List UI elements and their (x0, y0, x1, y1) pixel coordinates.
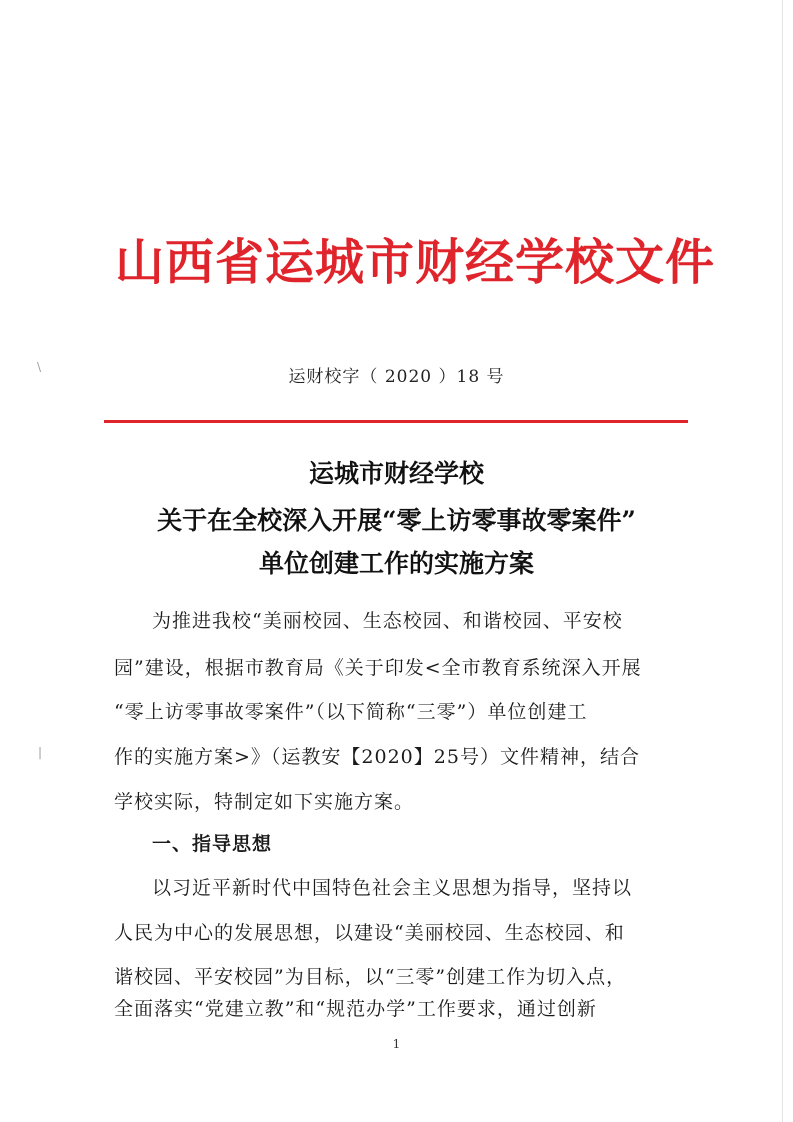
intro-paragraph-line: “零上访零事故零案件”（以下简称“三零”）单位创建工 (114, 701, 588, 723)
scan-artifact-mark: | (38, 745, 43, 759)
intro-paragraph-line: 园”建设，根据市教育局《关于印发<全市教育系统深入开展 (114, 657, 642, 679)
document-masthead: 山西省运城市财经学校文件 (115, 233, 716, 291)
document-title-line-2: 关于在全校深入开展“零上访零事故零案件” (157, 506, 636, 535)
section-paragraph-line: 人民为中心的发展思想，以建设“美丽校园、生态校园、和 (114, 922, 625, 944)
section-heading-guiding-ideology: 一、指导思想 (152, 833, 273, 855)
section-paragraph-line: 以习近平新时代中国特色社会主义思想为指导，坚持以 (152, 877, 633, 899)
page-number: 1 (392, 1037, 401, 1051)
document-title-line-1: 运城市财经学校 (308, 459, 484, 488)
scan-artifact-mark: \ (37, 360, 42, 374)
masthead-red-divider (104, 420, 688, 423)
document-number: 运财校字（ 2020 ）18 号 (288, 367, 505, 387)
intro-paragraph-line: 为推进我校“美丽校园、生态校园、和谐校园、平安校 (152, 610, 623, 632)
intro-paragraph-line: 学校实际，特制定如下实施方案。 (114, 791, 415, 813)
document-title-line-3: 单位创建工作的实施方案 (258, 549, 534, 578)
section-paragraph-line: 全面落实“党建立教”和“规范办学”工作要求，通过创新 (114, 998, 597, 1020)
intro-paragraph-line: 作的实施方案>》（运教安【2020】25号）文件精神，结合 (114, 746, 640, 768)
section-paragraph-line: 谐校园、平安校园”为目标，以“三零”创建工作为切入点， (114, 966, 627, 988)
